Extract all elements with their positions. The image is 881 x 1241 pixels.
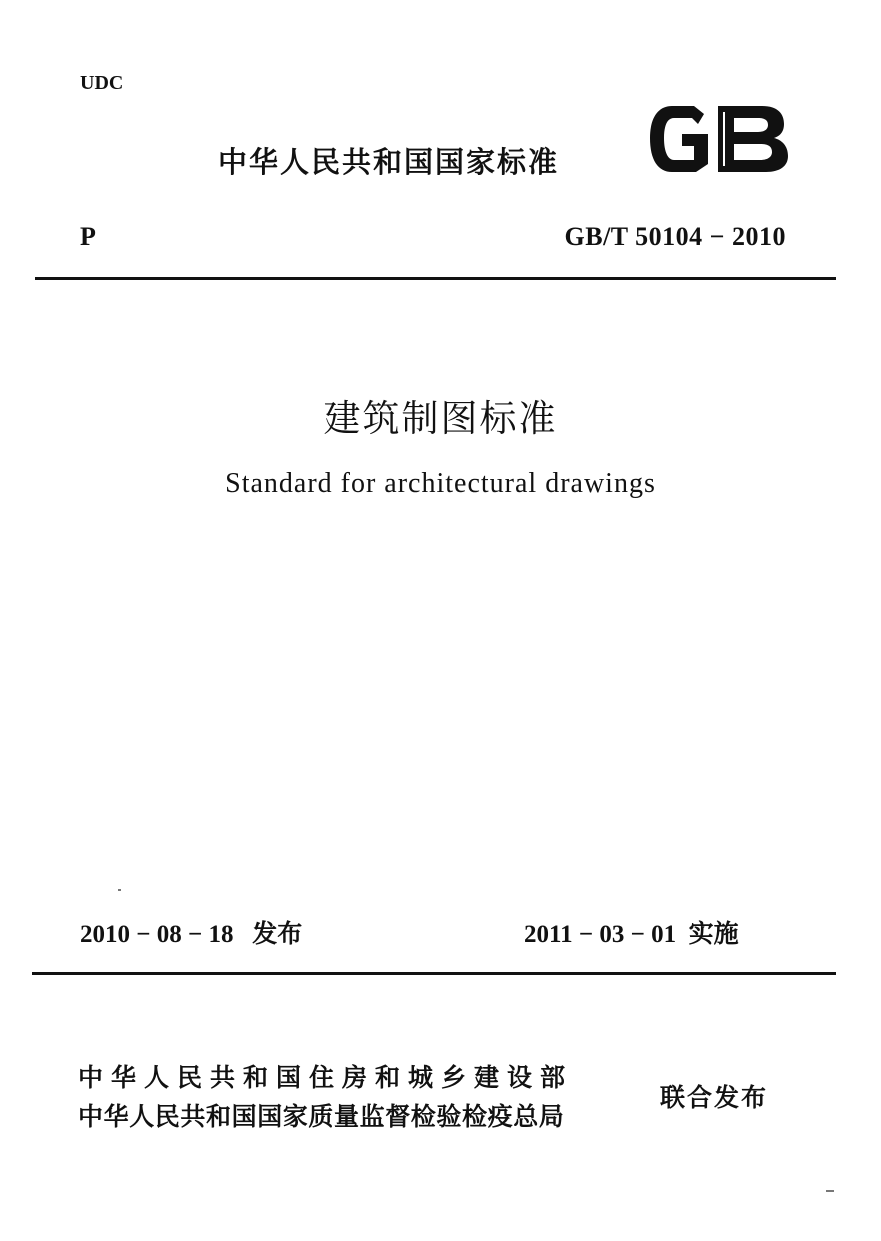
scan-speck [826, 1190, 834, 1192]
national-standard-heading: 中华人民共和国国家标准 [218, 145, 560, 179]
footer-rule [32, 972, 836, 975]
issue-date-block [80, 914, 302, 950]
scan-speck [118, 889, 121, 891]
standard-code: GB/T 50104 − 2010 [564, 222, 786, 251]
udc-label: UDC [80, 72, 124, 94]
gb-logo-graphic [642, 100, 792, 178]
effective-label: 实施 [688, 919, 739, 948]
title-english: Standard for architectural drawings [225, 468, 656, 499]
header-rule [35, 277, 836, 280]
issue-date: 2010 − 08 − 18 [80, 921, 234, 948]
issue-label: 发布 [252, 919, 303, 948]
joint-issue-label: 联合发布 [660, 1083, 769, 1112]
issuer-ministry: 中华人民共和国住房和城乡建设部 [78, 1063, 574, 1092]
category-letter: P [80, 222, 96, 251]
issuer-aqsiq: 中华人民共和国国家质量监督检验检疫总局 [78, 1102, 565, 1131]
effective-date-block [524, 914, 739, 950]
title-chinese: 建筑制图标准 [323, 397, 558, 440]
effective-date: 2011 − 03 − 01 [524, 921, 677, 948]
gb-logo [642, 100, 792, 178]
